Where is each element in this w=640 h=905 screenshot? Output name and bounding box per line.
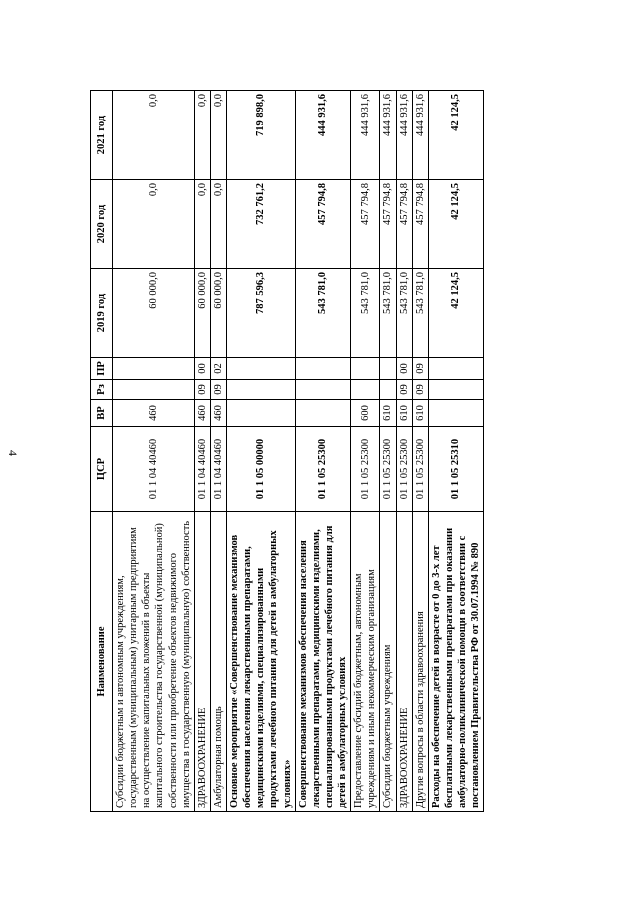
cell-rz (227, 380, 296, 400)
cell-csr: 01 1 05 25300 (295, 427, 351, 512)
cell-rz: 09 (194, 380, 210, 400)
cell-2020: 457 794,8 (380, 180, 396, 269)
table-row (210, 91, 226, 812)
cell-2019: 543 781,0 (351, 269, 380, 358)
table-row (396, 91, 412, 812)
cell-rz: 09 (210, 380, 226, 400)
cell-rz (351, 380, 380, 400)
cell-vr: 610 (396, 400, 412, 427)
cell-csr: 01 1 05 00000 (227, 427, 296, 512)
header-2020: 2020 год (91, 180, 113, 269)
cell-2019: 60 000,0 (113, 269, 195, 358)
cell-vr: 600 (351, 400, 380, 427)
header-2019: 2019 год (91, 269, 113, 358)
header-2021: 2021 год (91, 91, 113, 180)
cell-2021: 0,0 (194, 91, 210, 180)
rotated-page-content (90, 90, 635, 812)
cell-2019: 60 000,0 (210, 269, 226, 358)
cell-2020: 0,0 (113, 180, 195, 269)
cell-2020: 0,0 (210, 180, 226, 269)
cell-2019: 787 596,3 (227, 269, 296, 358)
cell-pr: 09 (412, 358, 428, 380)
cell-rz (295, 380, 351, 400)
cell-name: Другие вопросы в области здравоохранения (412, 512, 428, 812)
cell-name: ЗДРАВООХРАНЕНИЕ (396, 512, 412, 812)
cell-2019: 543 781,0 (396, 269, 412, 358)
cell-2021: 444 931,6 (351, 91, 380, 180)
cell-2020: 457 794,8 (396, 180, 412, 269)
header-pr: ПР (91, 358, 113, 380)
cell-2021: 444 931,6 (412, 91, 428, 180)
cell-rz (113, 380, 195, 400)
cell-name: Совершенствование механизмов обеспечения населения лекарственными препаратами, медицинскими изделиями, специализированными продуктами лечебного питания для детей в амбулаторных условиях (295, 512, 351, 812)
cell-pr (227, 358, 296, 380)
cell-2021: 0,0 (210, 91, 226, 180)
cell-2021: 444 931,6 (380, 91, 396, 180)
cell-name: ЗДРАВООХРАНЕНИЕ (194, 512, 210, 812)
cell-csr: 01 1 04 40460 (210, 427, 226, 512)
cell-pr (380, 358, 396, 380)
cell-rz (380, 380, 396, 400)
header-name: Наименование (91, 512, 113, 812)
cell-name: Расходы на обеспечение детей в возрасте от 0 до 3-х лет бесплатными лекарственными препаратами при оказании амбулаторно-поликлинической помощи в соответствии с постановлением Правительства РФ от 30.07.1994 № 890 (428, 512, 484, 812)
cell-2021: 719 898,0 (227, 91, 296, 180)
budget-table (90, 90, 484, 812)
cell-2021: 42 124,5 (428, 91, 484, 180)
cell-rz (428, 380, 484, 400)
cell-pr: 02 (210, 358, 226, 380)
cell-csr: 01 1 05 25310 (428, 427, 484, 512)
cell-vr: 460 (210, 400, 226, 427)
cell-2019: 60 000,0 (194, 269, 210, 358)
cell-2019: 543 781,0 (295, 269, 351, 358)
cell-rz: 09 (412, 380, 428, 400)
cell-2021: 444 931,6 (295, 91, 351, 180)
cell-csr: 01 1 04 40460 (113, 427, 195, 512)
cell-2020: 457 794,8 (295, 180, 351, 269)
cell-csr: 01 1 04 40460 (194, 427, 210, 512)
cell-name: Основное мероприятие «Совершенствование механизмов обеспечения населения лекарственными препаратами, медицинскими изделиями, специализированными продуктами лечебного питания для детей в амбулаторных условиях» (227, 512, 296, 812)
cell-2020: 457 794,8 (412, 180, 428, 269)
header-rz: Рз (91, 380, 113, 400)
table-row (194, 91, 210, 812)
table-row (295, 91, 351, 812)
cell-pr (428, 358, 484, 380)
cell-2020: 732 761,2 (227, 180, 296, 269)
cell-2020: 42 124,5 (428, 180, 484, 269)
table-row (412, 91, 428, 812)
cell-name: Амбулаторная помощь (210, 512, 226, 812)
header-csr: ЦСР (91, 427, 113, 512)
cell-pr: 00 (396, 358, 412, 380)
cell-2019: 42 124,5 (428, 269, 484, 358)
page-number: 4 (6, 450, 20, 456)
cell-2021: 444 931,6 (396, 91, 412, 180)
cell-pr (295, 358, 351, 380)
cell-pr (351, 358, 380, 380)
header-vr: ВР (91, 400, 113, 427)
table-row (113, 91, 195, 812)
table-row (380, 91, 396, 812)
cell-2021: 0,0 (113, 91, 195, 180)
table-row (351, 91, 380, 812)
cell-pr: 00 (194, 358, 210, 380)
table-header-row (91, 91, 113, 812)
cell-rz: 09 (396, 380, 412, 400)
cell-vr: 610 (412, 400, 428, 427)
cell-vr (428, 400, 484, 427)
cell-2019: 543 781,0 (412, 269, 428, 358)
cell-vr: 460 (194, 400, 210, 427)
cell-name: Предоставление субсидий бюджетным, автономным учреждениям и иным некоммерческим организациям (351, 512, 380, 812)
cell-csr: 01 1 05 25300 (396, 427, 412, 512)
cell-vr: 460 (113, 400, 195, 427)
cell-2020: 0,0 (194, 180, 210, 269)
cell-vr (227, 400, 296, 427)
cell-name: Субсидии бюджетным и автономным учреждениям, государственным (муниципальным) унитарным предприятиям на осуществление капитальных вложений в объекты капитального строительства государственной (муниципальной) собственности или приобретение объектов недвижимого имущества в государственную (муниципальную) собственность (113, 512, 195, 812)
cell-vr: 610 (380, 400, 396, 427)
table-row (428, 91, 484, 812)
cell-csr: 01 1 05 25300 (380, 427, 396, 512)
cell-vr (295, 400, 351, 427)
cell-pr (113, 358, 195, 380)
cell-csr: 01 1 05 25300 (351, 427, 380, 512)
cell-2019: 543 781,0 (380, 269, 396, 358)
cell-name: Субсидии бюджетным учреждениям (380, 512, 396, 812)
table-row (227, 91, 296, 812)
cell-2020: 457 794,8 (351, 180, 380, 269)
cell-csr: 01 1 05 25300 (412, 427, 428, 512)
